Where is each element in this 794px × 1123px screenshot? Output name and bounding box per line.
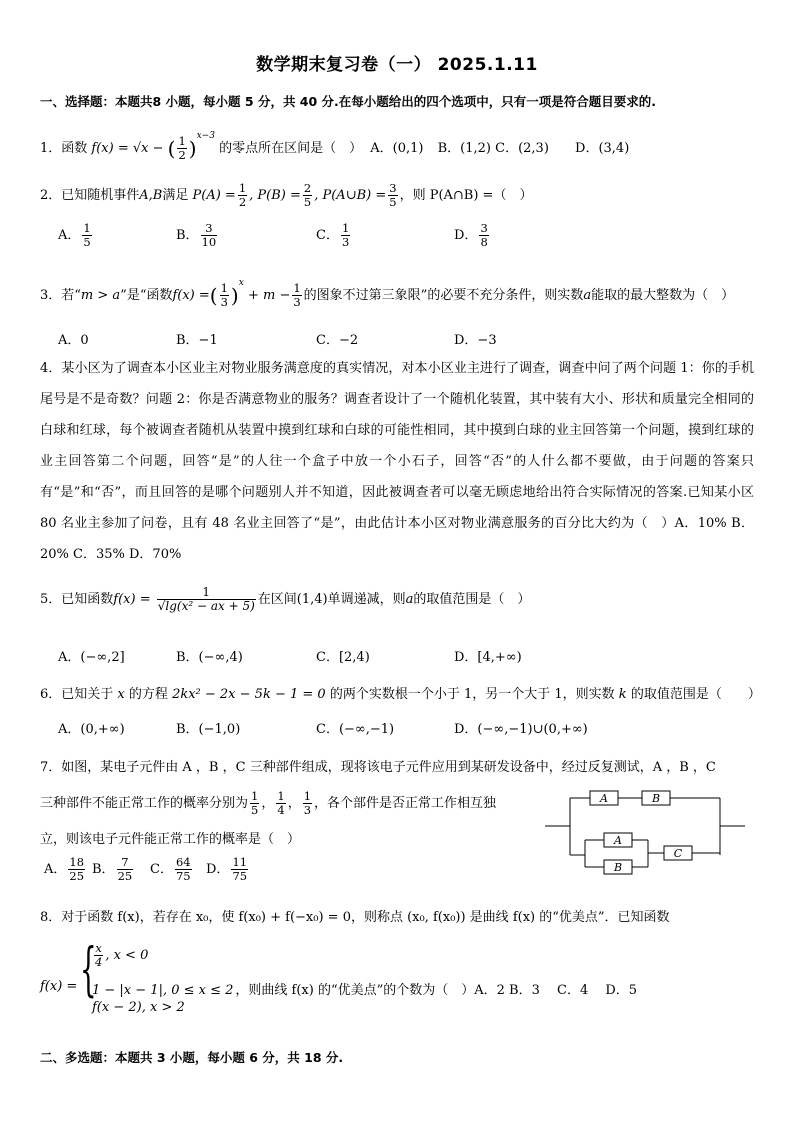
question-1: 1．函数 f(x) = √x − ( $\frac{1}{2}$ )$^{x-3}$ 的零点所在区间是（ ） A．(0,1) B．(1,2) C．(2,3) D．(3,4) bbox=[40, 131, 630, 162]
q3-exponent: x bbox=[238, 278, 244, 288]
q6-mid: 的方程 bbox=[128, 687, 168, 702]
q7-option-d: D． $\frac{11}{75}$ bbox=[206, 855, 248, 883]
question-2 bbox=[40, 182, 532, 209]
q5-prefix: 5．已知函数 bbox=[40, 592, 114, 607]
q8-brace: { bbox=[80, 935, 97, 1003]
question-4: 4．某小区为了调查本小区业主对物业服务满意度的真实情况，对本小区业主进行了调查，调查中问了两个问题 1：你的手机尾号是不是奇数？问题 2：你是否满意物业的服务？调查者设计了一个随机化装置，其中装有大小、形状和质量完全相同的白球和红球，每个被调查者随机从装置中摸到红球和白球的可能性相同，其中摸到白球的业主回答第一个问题，摸到红球的业主回答第二个问题，回答“是”的人往一个盒子中放一个小石子，回答“否”的人什么都不要做，由于问题的答案只有“是”和“否”，而且回答的是哪个问题别人并不知道，因此被调查者可以毫无顾虑地给出符合实际情况的答案.已知某小区 80 名业主参加了问卷，且有 48 名业主回答了“是”，由此估计本小区对物业满意服务的百分比大约为（ ）A．10% B．20% C．35% D．70% bbox=[40, 361, 754, 562]
circuit-c: C bbox=[673, 847, 683, 860]
q8-case-3: f(x − 2), x > 2 bbox=[92, 1000, 185, 1015]
q5-interval: (1,4) bbox=[296, 592, 328, 607]
circuit-mid-b: B bbox=[613, 861, 623, 874]
q1-stem: 的零点所在区间是（ ） bbox=[219, 141, 363, 156]
q3-plus: + m − bbox=[247, 288, 291, 303]
q2-pa: P(A) = bbox=[192, 188, 236, 203]
q2-option-b: B． $\frac{3}{10}$ bbox=[176, 221, 217, 249]
q5-options bbox=[58, 646, 758, 666]
q6-k: k bbox=[618, 687, 627, 702]
q6-option-a: A．(0,+∞) bbox=[58, 722, 125, 737]
q2-pu-frac: $\frac{3}{5}$ bbox=[389, 181, 397, 209]
q7-options bbox=[44, 856, 304, 892]
circuit-top-a: A bbox=[600, 792, 608, 805]
q6-equation: 2kx² − 2x − 5k − 1 = 0 bbox=[172, 687, 326, 702]
q2-option-a: A． $\frac{1}{5}$ bbox=[58, 221, 91, 249]
q5-option-b: B．(−∞,4) bbox=[176, 650, 243, 665]
q2-pa-frac: $\frac{1}{2}$ bbox=[238, 181, 247, 209]
q3-prefix: 3．若“ bbox=[40, 288, 81, 303]
q6-prefix: 6．已知关于 bbox=[40, 687, 114, 702]
question-8-line-1: 8．对于函数 f(x)，若存在 x₀，使 f(x₀) + f(−x₀) = 0，则称点 (x₀, f(x₀)) 是曲线 f(x) 的“优美点”．已知函数 bbox=[40, 910, 670, 925]
q1-fraction: $\frac{1}{2}$ bbox=[178, 134, 186, 162]
q5-stem-end: 的取值范围是（ ） bbox=[413, 592, 531, 607]
question-7-line-3: 立，则该电子元件能正常工作的概率是（ ） bbox=[40, 832, 301, 847]
q3-condition: m > a bbox=[80, 288, 121, 303]
q1-prefix: 1．函数 bbox=[40, 141, 88, 156]
q3-option-a: A．0 bbox=[58, 333, 89, 348]
q5-mid: 在区间 bbox=[257, 592, 297, 607]
q3-stem: 的图象不过第三象限”的必要不充分条件，则实数 bbox=[303, 288, 584, 303]
q7-option-c: C． $\frac{64}{75}$ bbox=[150, 855, 191, 883]
q3-option-c: C．−2 bbox=[316, 333, 359, 348]
q3-base-frac: $\frac{1}{3}$ bbox=[220, 281, 228, 309]
q8-fx-label: f(x) = bbox=[40, 979, 78, 994]
q5-fraction: $\frac{1}{\text{√lg(x² − ax + 5)}}$ bbox=[157, 585, 255, 613]
q3-const-frac: $\frac{1}{3}$ bbox=[293, 281, 301, 309]
section-1-heading: 一、选择题：本题共8 小题，每小题 5 分，共 40 分.在每小题给出的四个选项中，只有一项是符合题目要求的. bbox=[40, 94, 657, 109]
q3-options bbox=[58, 329, 758, 349]
page-title: 数学期末复习卷（一） 2025.1.11 bbox=[256, 55, 538, 75]
circuit-diagram bbox=[540, 784, 750, 880]
q1-option-a: A．(0,1) bbox=[370, 141, 424, 156]
q5-stem: 单调递减，则 bbox=[327, 592, 406, 607]
question-5 bbox=[40, 586, 530, 613]
q7-option-a: A． $\frac{18}{25}$ bbox=[44, 855, 85, 883]
q1-function: f(x) = √x − bbox=[91, 141, 164, 156]
q1-option-b: B．(1,2) bbox=[437, 141, 491, 156]
q3-mid: ”是“函数 bbox=[120, 288, 173, 303]
q2-events: A,B bbox=[139, 188, 163, 203]
q1-exponent: x−3 bbox=[196, 131, 215, 141]
q8-stem-end: ，则曲线 f(x) 的“优美点”的个数为（ ）A．2 B．3 C．4 D．5 bbox=[235, 983, 638, 998]
q2-prefix: 2．已知随机事件 bbox=[40, 188, 140, 203]
q2-option-d: D． $\frac{3}{8}$ bbox=[454, 221, 488, 249]
q6-stem: 的两个实数根一个小于 1，另一个大于 1，则实数 bbox=[329, 687, 615, 702]
q6-option-b: B．(−1,0) bbox=[176, 722, 241, 737]
question-7-line-1: 7．如图，某电子元件由 A ，B ，C 三种部件组成，现将该电子元件应用到某研发设备中，经过反复测试，A ，B ，C bbox=[40, 760, 716, 775]
q1-option-d: D．(3,4) bbox=[575, 141, 630, 156]
q3-option-d: D．−3 bbox=[454, 333, 497, 348]
q8-case-1: $\frac{x}{4}$ , x < 0 bbox=[95, 941, 149, 969]
q3-function: f(x) = bbox=[172, 288, 210, 303]
q2-option-c: C． $\frac{1}{3}$ bbox=[316, 221, 350, 249]
q5-function: f(x) = bbox=[113, 592, 151, 607]
q2-stem-end: ，则 P(A∩B) =（ ） bbox=[399, 188, 533, 203]
question-7-line-2: 三种部件不能正常工作的概率分别为 $\frac{1}{5}$ ， $\frac{1}{4}$ ， $\frac{1}{3}$ ，各个部件是否正常工作相互独 bbox=[40, 789, 497, 817]
circuit-mid-a: A bbox=[614, 834, 622, 847]
q6-stem-end: 的取值范围是（ ） bbox=[630, 687, 761, 702]
circuit-top-b: B bbox=[651, 792, 661, 805]
q6-option-c: C．(−∞,−1) bbox=[316, 722, 395, 737]
q8-case-2: 1 − |x − 1|, 0 ≤ x ≤ 2 ，则曲线 f(x) 的“优美点”的个数为（ ）A．2 B．3 C．4 D．5 bbox=[92, 983, 638, 998]
q3-stem-end: 能取的最大整数为（ ） bbox=[591, 288, 735, 303]
q6-options bbox=[58, 718, 758, 738]
q2-stem-mid: 满足 bbox=[162, 188, 189, 203]
q2-pb: , P(B) = bbox=[249, 188, 301, 203]
q2-options bbox=[58, 222, 758, 262]
q2-pb-frac: $\frac{2}{5}$ bbox=[303, 181, 312, 209]
q7-option-b: B． $\frac{7}{25}$ bbox=[92, 855, 133, 883]
q5-option-a: A．(−∞,2] bbox=[58, 650, 125, 665]
q3-var: a bbox=[583, 288, 592, 303]
q5-option-d: D．[4,+∞) bbox=[454, 650, 522, 665]
q6-option-d: D．(−∞,−1)∪(0,+∞) bbox=[454, 722, 588, 737]
q2-pu: , P(A∪B) = bbox=[314, 188, 387, 203]
q5-var: a bbox=[405, 592, 414, 607]
q3-option-b: B．−1 bbox=[176, 333, 218, 348]
q5-option-c: C．[2,4) bbox=[316, 650, 370, 665]
q6-x: x bbox=[117, 687, 125, 702]
q1-option-c: C．(2,3) bbox=[495, 141, 549, 156]
question-6 bbox=[40, 683, 761, 702]
question-3: 3．若“m > a”是“函数f(x) =( $\frac{1}{3}$ )$^x$ + m − $\frac{1}{3}$ 的图象不过第三象限”的必要不充分条件，则实数a能取的最大整数为（ ） bbox=[40, 278, 735, 309]
section-2-heading: 二、多选题：本题共 3 小题，每小题 6 分，共 18 分. bbox=[40, 1050, 344, 1065]
